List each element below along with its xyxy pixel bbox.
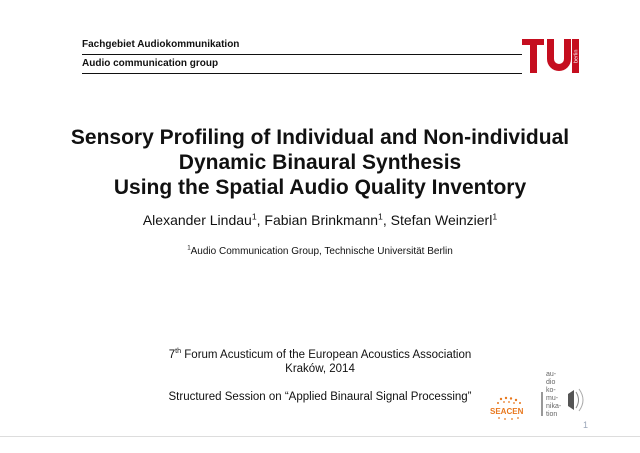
group-name: Audio communication group (82, 58, 219, 69)
affiliation (40, 246, 600, 258)
footer-rule (0, 436, 640, 437)
forum-name: Forum Acusticum of the European Acoustics Association (181, 349, 472, 361)
ak-logo-line: mu- (546, 395, 559, 402)
seacen-logo (487, 396, 533, 422)
author-name: Fabian Brinkmann (264, 212, 379, 228)
header-rule-top (82, 54, 522, 55)
ak-logo-line: ko- (546, 387, 556, 394)
author-affiliation-mark: 1 (251, 211, 257, 222)
author-separator: , (256, 212, 265, 228)
ak-logo-line: nika- (546, 403, 562, 410)
title-line-3: Using the Spatial Audio Quality Inventory (113, 176, 527, 199)
title-line-1: Sensory Profiling of Individual and Non-individual (70, 126, 570, 149)
ak-logo-line: au- (546, 371, 557, 378)
author-list (40, 212, 600, 228)
event-info (110, 348, 530, 404)
department-name: Fachgebiet Audiokommunikation (82, 39, 240, 50)
title-line-2: Dynamic Binaural Synthesis (178, 151, 462, 174)
author-name: Alexander Lindau (142, 212, 252, 228)
header (82, 39, 522, 74)
forum-line (110, 348, 530, 362)
tu-berlin-logo (520, 36, 580, 76)
tu-logo-text: berlin (573, 49, 580, 63)
event-location: Kraków, 2014 (285, 363, 355, 375)
slide-title (40, 125, 600, 200)
affiliation-text: Audio Communication Group, Technische Universität Berlin (190, 246, 453, 257)
audio-communication-logo (540, 368, 586, 426)
header-rule-bottom (82, 73, 522, 74)
ak-logo-line: dio (546, 379, 556, 386)
ak-logo-line: tion (546, 411, 558, 418)
seacen-logo-text: SEACEN (490, 407, 524, 416)
author-name: Stefan Weinzierl (390, 212, 493, 228)
author-separator: , (382, 212, 391, 228)
page-number: 1 (582, 420, 588, 430)
affiliation-mark: 1 (187, 244, 191, 252)
session-title: Structured Session on “Applied Binaural Signal Processing” (168, 391, 472, 403)
forum-ordinal-suffix: th (175, 347, 182, 356)
author-affiliation-mark: 1 (378, 211, 383, 222)
forum-ordinal: 7 (168, 349, 176, 361)
author-affiliation-mark: 1 (492, 211, 498, 222)
